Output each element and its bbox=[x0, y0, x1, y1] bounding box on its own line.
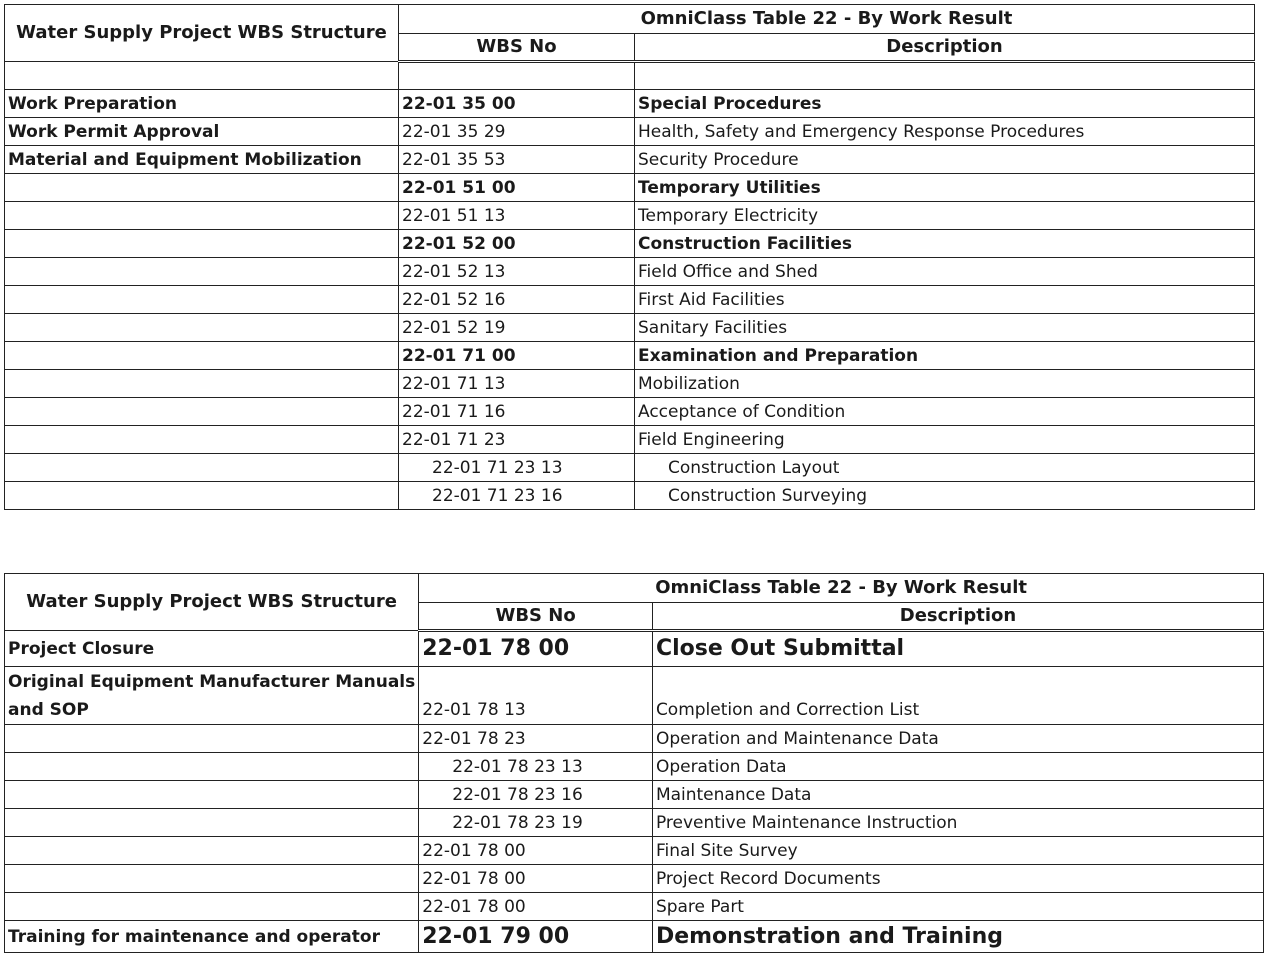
header-description: Description bbox=[635, 34, 1255, 62]
wbs-no-cell: 22-01 78 00 bbox=[419, 865, 653, 893]
wbs-item-cell: Project Closure bbox=[5, 631, 419, 667]
description-cell: Operation Data bbox=[652, 753, 1263, 781]
description-cell bbox=[635, 62, 1255, 90]
description-cell: Examination and Preparation bbox=[635, 342, 1255, 370]
wbs-no-cell: 22-01 79 00 bbox=[419, 921, 653, 953]
wbs-item-cell bbox=[5, 426, 399, 454]
wbs-table-2 bbox=[4, 573, 1264, 953]
wbs-no-cell: 22-01 52 13 bbox=[399, 258, 635, 286]
table-row bbox=[5, 753, 1264, 781]
wbs-no-cell bbox=[399, 62, 635, 90]
table-row bbox=[5, 62, 1255, 90]
table-row bbox=[5, 230, 1255, 258]
wbs-item-line: Original Equipment Manufacturer Manuals bbox=[8, 671, 416, 692]
wbs-item-cell bbox=[5, 398, 399, 426]
wbs-item-cell: Work Permit Approval bbox=[5, 118, 399, 146]
wbs-item-cell bbox=[5, 667, 419, 725]
description-cell: Construction Surveying bbox=[635, 482, 1255, 510]
wbs-item-cell bbox=[5, 174, 399, 202]
wbs-no-cell: 22-01 35 53 bbox=[399, 146, 635, 174]
table-row bbox=[5, 781, 1264, 809]
wbs-no-cell: 22-01 78 23 19 bbox=[419, 809, 653, 837]
wbs-item-cell bbox=[5, 370, 399, 398]
description-cell: Security Procedure bbox=[635, 146, 1255, 174]
wbs-no-cell: 22-01 35 29 bbox=[399, 118, 635, 146]
wbs-item-cell bbox=[5, 454, 399, 482]
header-omniclass-group: OmniClass Table 22 - By Work Result bbox=[399, 5, 1255, 34]
description-cell: Maintenance Data bbox=[652, 781, 1263, 809]
wbs-item-cell: Work Preparation bbox=[5, 90, 399, 118]
table-row bbox=[5, 837, 1264, 865]
wbs-no-cell: 22-01 78 00 bbox=[419, 837, 653, 865]
table-row bbox=[5, 454, 1255, 482]
wbs-no-cell: 22-01 78 13 bbox=[419, 667, 653, 725]
wbs-no-cell: 22-01 71 13 bbox=[399, 370, 635, 398]
header-omniclass-group: OmniClass Table 22 - By Work Result bbox=[419, 574, 1264, 603]
wbs-item-cell bbox=[5, 230, 399, 258]
wbs-item-cell bbox=[5, 893, 419, 921]
description-cell: Completion and Correction List bbox=[652, 667, 1263, 725]
wbs-no-cell: 22-01 78 00 bbox=[419, 893, 653, 921]
wbs-item-cell bbox=[5, 837, 419, 865]
table-row bbox=[5, 314, 1255, 342]
table-row bbox=[5, 725, 1264, 753]
table-row bbox=[5, 370, 1255, 398]
description-cell: Demonstration and Training bbox=[652, 921, 1263, 953]
wbs-item-cell bbox=[5, 865, 419, 893]
wbs-item-cell bbox=[5, 753, 419, 781]
description-cell: Field Office and Shed bbox=[635, 258, 1255, 286]
wbs-no-cell: 22-01 78 23 16 bbox=[419, 781, 653, 809]
table-row bbox=[5, 174, 1255, 202]
wbs-table-1 bbox=[4, 4, 1255, 510]
wbs-item-cell bbox=[5, 342, 399, 370]
wbs-no-cell: 22-01 71 16 bbox=[399, 398, 635, 426]
description-cell: Special Procedures bbox=[635, 90, 1255, 118]
description-cell: Final Site Survey bbox=[652, 837, 1263, 865]
description-cell: Construction Facilities bbox=[635, 230, 1255, 258]
description-cell: Health, Safety and Emergency Response Procedures bbox=[635, 118, 1255, 146]
wbs-item-cell bbox=[5, 725, 419, 753]
table-row bbox=[5, 921, 1264, 953]
wbs-no-cell: 22-01 51 00 bbox=[399, 174, 635, 202]
wbs-item-line: and SOP bbox=[8, 699, 89, 720]
description-cell: Temporary Utilities bbox=[635, 174, 1255, 202]
wbs-item-cell bbox=[5, 258, 399, 286]
header-wbs-no: WBS No bbox=[399, 34, 635, 62]
description-cell: Sanitary Facilities bbox=[635, 314, 1255, 342]
description-cell: Spare Part bbox=[652, 893, 1263, 921]
wbs-item-cell bbox=[5, 809, 419, 837]
description-cell: Construction Layout bbox=[635, 454, 1255, 482]
wbs-no-cell: 22-01 35 00 bbox=[399, 90, 635, 118]
wbs-no-cell: 22-01 52 00 bbox=[399, 230, 635, 258]
wbs-item-cell bbox=[5, 286, 399, 314]
wbs-item-cell bbox=[5, 62, 399, 90]
header-wbs-no: WBS No bbox=[419, 603, 653, 631]
wbs-no-cell: 22-01 78 00 bbox=[419, 631, 653, 667]
header-description: Description bbox=[652, 603, 1263, 631]
wbs-item-cell: Training for maintenance and operator bbox=[5, 921, 419, 953]
table-row bbox=[5, 482, 1255, 510]
table-row bbox=[5, 893, 1264, 921]
table-row bbox=[5, 865, 1264, 893]
description-cell: Operation and Maintenance Data bbox=[652, 725, 1263, 753]
table-row bbox=[5, 286, 1255, 314]
table-row bbox=[5, 90, 1255, 118]
table-row bbox=[5, 398, 1255, 426]
wbs-no-cell: 22-01 78 23 13 bbox=[419, 753, 653, 781]
table-row bbox=[5, 342, 1255, 370]
table-row bbox=[5, 118, 1255, 146]
table-row bbox=[5, 146, 1255, 174]
wbs-no-cell: 22-01 71 00 bbox=[399, 342, 635, 370]
wbs-item-cell bbox=[5, 482, 399, 510]
table-row bbox=[5, 809, 1264, 837]
header-wbs-structure: Water Supply Project WBS Structure bbox=[5, 5, 399, 62]
table-row bbox=[5, 202, 1255, 230]
wbs-no-cell: 22-01 71 23 13 bbox=[399, 454, 635, 482]
description-cell: First Aid Facilities bbox=[635, 286, 1255, 314]
wbs-no-cell: 22-01 78 23 bbox=[419, 725, 653, 753]
table-row bbox=[5, 258, 1255, 286]
table-row bbox=[5, 667, 1264, 725]
wbs-no-cell: 22-01 51 13 bbox=[399, 202, 635, 230]
wbs-item-cell bbox=[5, 781, 419, 809]
table-row bbox=[5, 631, 1264, 667]
wbs-item-cell: Material and Equipment Mobilization bbox=[5, 146, 399, 174]
description-cell: Close Out Submittal bbox=[652, 631, 1263, 667]
description-cell: Acceptance of Condition bbox=[635, 398, 1255, 426]
description-cell: Field Engineering bbox=[635, 426, 1255, 454]
table-row bbox=[5, 426, 1255, 454]
wbs-no-cell: 22-01 52 19 bbox=[399, 314, 635, 342]
wbs-item-cell bbox=[5, 202, 399, 230]
description-cell: Project Record Documents bbox=[652, 865, 1263, 893]
description-cell: Preventive Maintenance Instruction bbox=[652, 809, 1263, 837]
wbs-item-cell bbox=[5, 314, 399, 342]
wbs-no-cell: 22-01 71 23 bbox=[399, 426, 635, 454]
description-cell: Mobilization bbox=[635, 370, 1255, 398]
wbs-no-cell: 22-01 71 23 16 bbox=[399, 482, 635, 510]
description-cell: Temporary Electricity bbox=[635, 202, 1255, 230]
header-wbs-structure: Water Supply Project WBS Structure bbox=[5, 574, 419, 631]
wbs-no-cell: 22-01 52 16 bbox=[399, 286, 635, 314]
